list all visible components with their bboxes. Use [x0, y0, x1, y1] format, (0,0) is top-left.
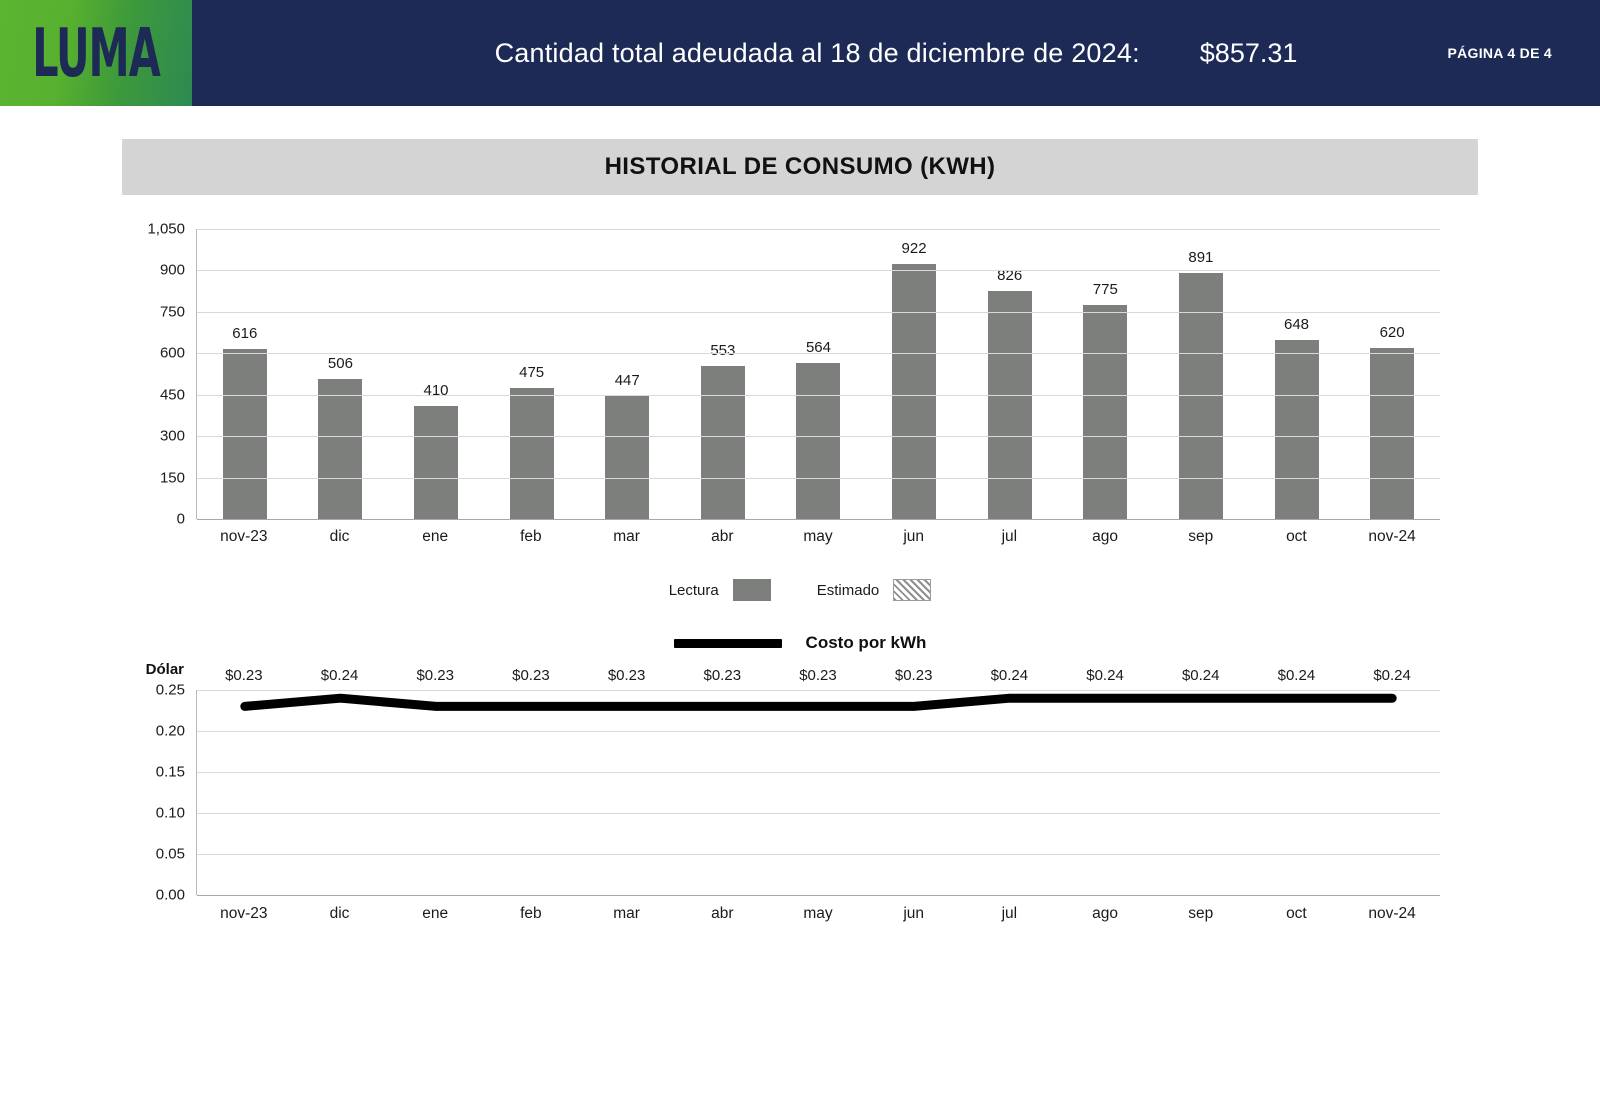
line-x-tick: feb [520, 905, 542, 922]
line-y-tick: 0.05 [155, 845, 185, 863]
cost-line-svg [197, 690, 1440, 895]
line-x-tick: jul [1001, 905, 1018, 922]
dolar-axis-label: Dólar [145, 661, 184, 678]
cost-chart-legend [0, 633, 1600, 653]
line-gridline [197, 813, 1440, 814]
bar-item [388, 229, 484, 519]
bar-rect [510, 388, 554, 519]
bar-rect [318, 379, 362, 519]
bar-x-axis-labels [0, 528, 1600, 546]
line-x-tick: mar [613, 905, 640, 922]
cost-value-label: $0.24 [1086, 667, 1124, 684]
bar-x-tick: jun [903, 528, 924, 545]
line-x-tick: oct [1286, 905, 1307, 922]
line-y-tick: 0.10 [155, 804, 185, 822]
bar-rect [701, 366, 745, 519]
line-x-axis-labels [0, 905, 1600, 923]
bar-x-tick: abr [711, 528, 734, 545]
cost-value-label: $0.24 [990, 667, 1029, 684]
line-gridline [197, 731, 1440, 732]
cost-value-label: $0.23 [607, 667, 646, 684]
bar-gridline [197, 353, 1440, 354]
bar-rect [1370, 348, 1414, 519]
bar-gridline [197, 229, 1440, 230]
legend-item-estimado [817, 579, 932, 601]
bar-x-tick: nov-23 [220, 528, 268, 545]
line-gridline [197, 772, 1440, 773]
line-y-tick: 0.20 [155, 722, 185, 740]
bar-value-label: 891 [1188, 248, 1214, 266]
legend-item-lectura [669, 579, 771, 601]
line-x-tick: dic [329, 905, 350, 922]
bar-x-tick: oct [1286, 528, 1307, 545]
bar-item [1057, 229, 1153, 519]
bar-chart-legend [0, 579, 1600, 601]
page-indicator: PÁGINA 4 DE 4 [1447, 45, 1552, 61]
bar-y-tick: 150 [159, 469, 185, 487]
bar-x-tick: ene [422, 528, 449, 545]
line-plot-area [155, 681, 1440, 904]
line-y-tick: 0.15 [155, 763, 185, 781]
bar-x-tick: feb [520, 528, 542, 545]
bar-value-label: 620 [1379, 323, 1405, 341]
legend-label-estimado: Estimado [816, 581, 880, 599]
cost-line-chart [0, 661, 1600, 904]
bar-rect [892, 264, 936, 519]
cost-value-label: $0.24 [1373, 667, 1411, 684]
legend-label-costo: Costo por kWh [805, 633, 927, 652]
bar-x-tick: sep [1188, 528, 1214, 545]
bar-y-tick: 900 [159, 261, 185, 279]
legend-label-lectura: Lectura [668, 581, 719, 599]
line-x-tick: jun [903, 905, 924, 922]
legend-line-icon [674, 639, 782, 648]
line-x-tick: sep [1188, 905, 1214, 922]
bar-x-tick: may [803, 528, 833, 545]
bar-y-tick: 600 [159, 344, 185, 362]
bar-item [1249, 229, 1345, 519]
luma-logo [0, 0, 192, 106]
line-gridline [197, 690, 1440, 691]
cost-value-label: $0.23 [799, 667, 837, 684]
bar-y-tick: 450 [159, 386, 185, 404]
bar-plot-area [147, 220, 1440, 528]
bar-rect [1083, 305, 1127, 519]
cost-value-labels [196, 667, 1440, 684]
bar-gridline [197, 478, 1440, 479]
page-header [0, 0, 1600, 106]
bar-x-tick: ago [1092, 528, 1118, 545]
bar-rect [223, 349, 267, 519]
bar-x-tick: dic [329, 528, 350, 545]
cost-value-label: $0.23 [512, 667, 550, 684]
bar-item [771, 229, 867, 519]
bar-value-label: 775 [1092, 280, 1118, 298]
bar-item [675, 229, 771, 519]
bar-rect [1179, 273, 1223, 519]
bar-value-label: 922 [901, 240, 927, 258]
total-due-label: Cantidad total adeudada al 18 de diciembre de 2024: [494, 37, 1140, 68]
legend-swatch-solid-icon [733, 579, 771, 601]
bar-item [1153, 229, 1249, 519]
bar-value-label: 447 [614, 371, 640, 389]
bar-rect [988, 291, 1032, 519]
bar-item [866, 229, 962, 519]
cost-value-label: $0.24 [1181, 667, 1220, 684]
bar-x-tick: nov-24 [1368, 528, 1416, 545]
consumption-bar-chart [0, 220, 1600, 528]
bar-item [293, 229, 389, 519]
bar-y-tick: 0 [176, 510, 185, 528]
bar-value-label: 826 [997, 266, 1023, 284]
bar-value-label: 564 [805, 339, 831, 357]
bar-value-label: 616 [232, 324, 258, 342]
cost-value-label: $0.23 [703, 667, 742, 684]
logo-text: LUMA [32, 13, 160, 93]
bar-y-tick: 300 [159, 427, 185, 445]
bar-x-tick: jul [1001, 528, 1018, 545]
total-due-amount: $857.31 [1199, 37, 1298, 68]
line-gridline [197, 854, 1440, 855]
bar-rect [414, 406, 458, 519]
bar-rect [796, 363, 840, 519]
bar-item [197, 229, 293, 519]
bar-gridline [197, 519, 1440, 520]
cost-value-label: $0.23 [894, 667, 933, 684]
header-summary [192, 38, 1600, 69]
bar-value-label: 410 [423, 381, 449, 399]
cost-value-label: $0.23 [416, 667, 454, 684]
bar-value-label: 648 [1283, 316, 1310, 334]
line-y-tick: 0.25 [155, 681, 185, 699]
bar-item [962, 229, 1058, 519]
cost-value-label: $0.24 [320, 667, 359, 684]
bar-y-tick: 750 [159, 303, 185, 321]
line-y-tick: 0.00 [155, 886, 185, 904]
bar-item [484, 229, 580, 519]
section-title: HISTORIAL DE CONSUMO (KWH) [604, 153, 996, 180]
line-x-tick: nov-24 [1368, 905, 1416, 922]
consumption-history-band [122, 139, 1478, 195]
line-x-tick: ene [422, 905, 449, 922]
section-band-wrapper [0, 106, 1600, 195]
bar-value-label: 553 [710, 342, 736, 360]
bar-value-label: 475 [519, 363, 545, 381]
bar-x-tick: mar [613, 528, 640, 545]
bar-gridline [197, 436, 1440, 437]
legend-swatch-hatch-icon [893, 579, 931, 601]
line-x-tick: may [803, 905, 833, 922]
cost-value-label: $0.23 [225, 667, 263, 684]
line-x-tick: nov-23 [220, 905, 268, 922]
bar-gridline [197, 395, 1440, 396]
bar-rect [1275, 340, 1319, 519]
cost-value-label: $0.24 [1277, 667, 1316, 684]
line-x-tick: ago [1092, 905, 1118, 922]
bars-container [197, 229, 1440, 519]
bar-item [1344, 229, 1440, 519]
bar-item [579, 229, 675, 519]
line-x-tick: abr [711, 905, 734, 922]
bar-value-label: 506 [327, 355, 353, 373]
bar-gridline [197, 270, 1440, 271]
bar-gridline [197, 312, 1440, 313]
bar-y-tick: 1,050 [147, 220, 185, 238]
bar-rect [605, 396, 649, 519]
line-gridline [197, 895, 1440, 896]
